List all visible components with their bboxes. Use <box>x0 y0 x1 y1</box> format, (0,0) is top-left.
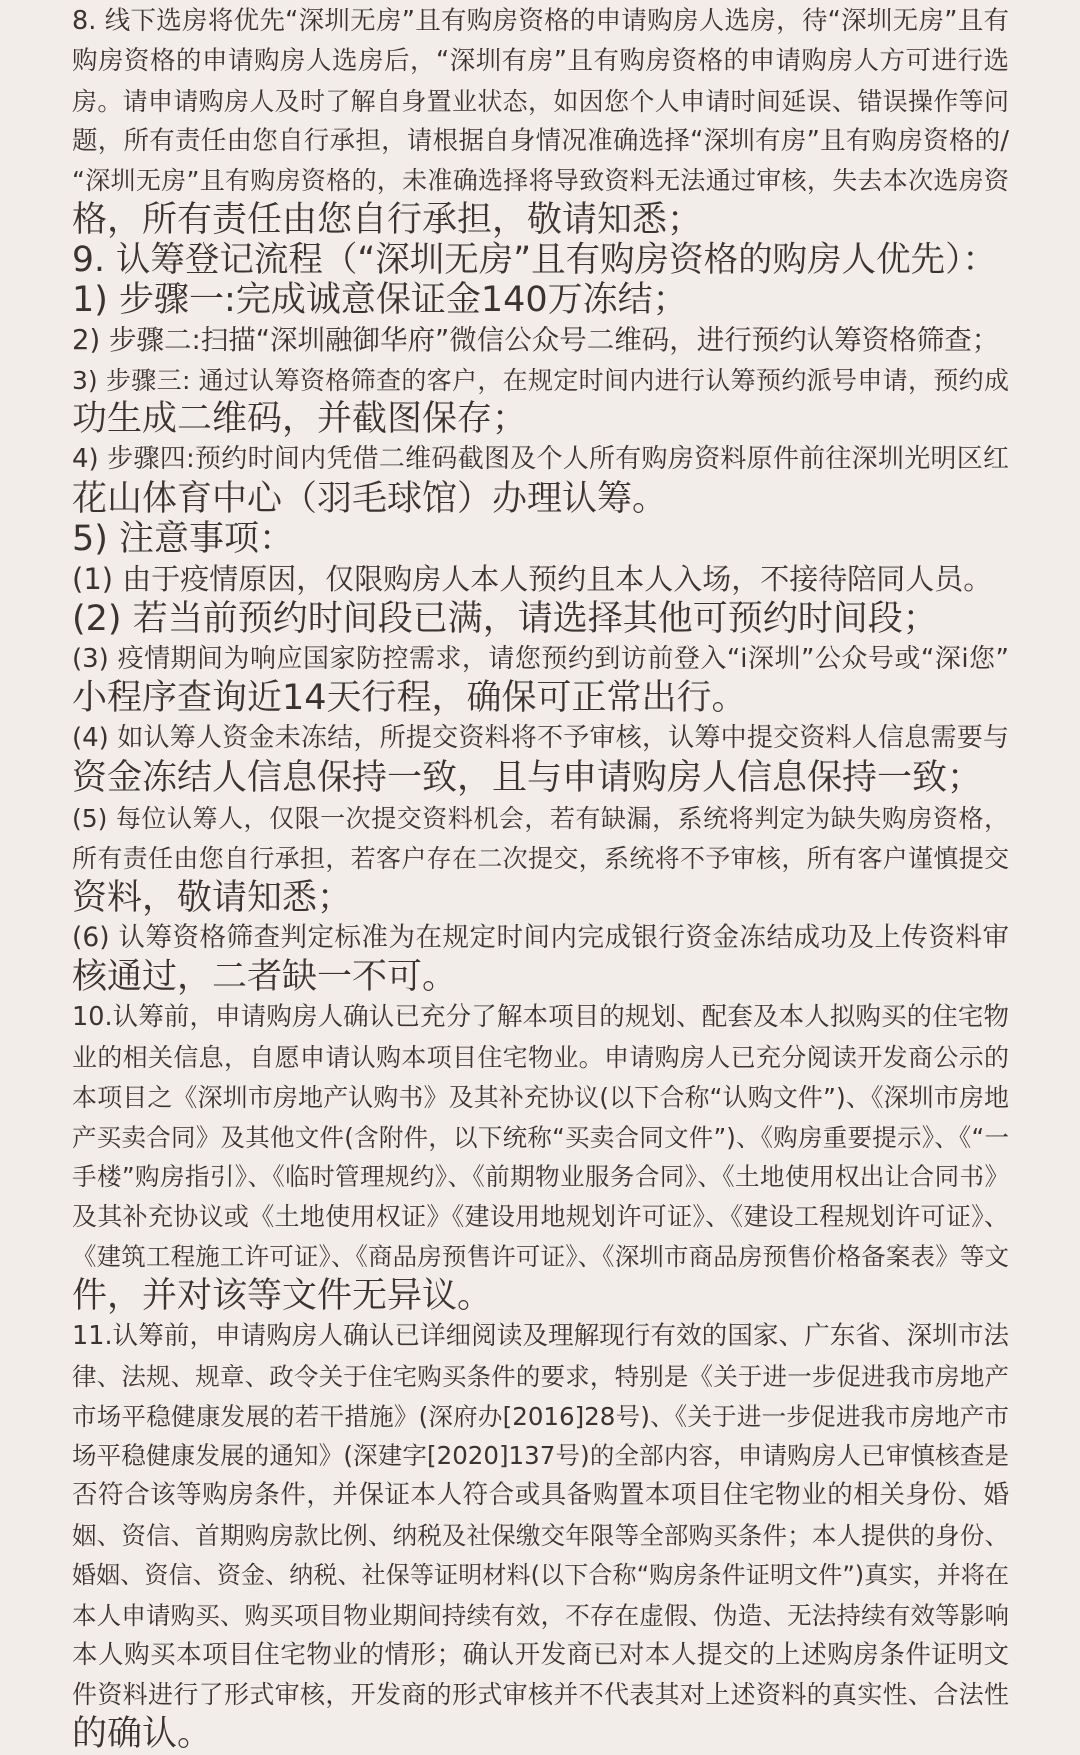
text-line: 2) 步骤二:扫描“深圳融御华府”微信公众号二维码，进行预约认筹资格筛查； <box>72 323 1000 356</box>
text-line: (2) 若当前预约时间段已满，请选择其他可预约时间段； <box>72 598 938 639</box>
text-line: 8. 线下选房将优先“深圳无房”且有购房资格的申请购房人选房，待“深圳无房”且有 <box>72 6 1009 36</box>
text-line: 花山体育中心（羽毛球馆）办理认筹。 <box>72 479 668 520</box>
text-line: 所有责任由您自行承担，若客户存在二次提交，系统将不予审核，所有客户谨慎提交 <box>72 843 1009 873</box>
text-line: 件，并对该等文件无异议。 <box>72 1276 493 1316</box>
text-line: 核通过，二者缺一不可。 <box>72 957 458 998</box>
text-line: 10.认筹前，申请购房人确认已充分了解本项目的规划、配套及本人拟购买的住宅物 <box>72 1002 1009 1033</box>
text-line: 市场平稳健康发展的若干措施》(深府办[2016]28号)、《关于进一步促进我市房地产市 <box>72 1401 1009 1431</box>
text-line: 资料，敬请知悉； <box>72 877 353 918</box>
text-line: “深圳无房”且有购房资格的，未准确选择将导致资料无法通过审核，失去本次选房资 <box>72 166 1009 196</box>
text-line: 产买卖合同》及其他文件(含附件，以下统称“买卖合同文件”)、《购房重要提示》、《“一 <box>72 1122 1009 1152</box>
text-line: 题，所有责任由您自行承担，请根据自身情况准确选择“深圳有房”且有购房资格的/ <box>72 125 1009 156</box>
text-line: 场平稳健康发展的通知》(深建字[2020]137号)的全部内容，申请购房人已审慎核查是 <box>72 1441 1009 1471</box>
text-line: (5) 每位认筹人，仅限一次提交资料机会，若有缺漏，系统将判定为缺失购房资格， <box>72 803 1009 833</box>
text-line: 手楼”购房指引》、《临时管理规约》、《前期物业服务合同》、《土地使用权出让合同书》 <box>72 1162 1009 1192</box>
text-line: 姻、资信、首期购房款比例、纳税及社保缴交年限等全部购买条件；本人提供的身份、 <box>72 1521 1009 1551</box>
text-line: 本人申请购买、购买项目物业期间持续有效，不存在虚假、伪造、无法持续有效等影响 <box>72 1600 1009 1630</box>
text-line: 《建筑工程施工许可证》、《商品房预售许可证》、《深圳市商品房预售价格备案表》等文 <box>72 1242 1009 1272</box>
text-line: (1) 由于疫情原因，仅限购房人本人预约且本人入场，不接待陪同人员。 <box>72 561 993 596</box>
text-line: 1) 步骤一:完成诚意保证金140万冻结； <box>72 279 688 320</box>
text-line: (6) 认筹资格筛查判定标准为在规定时间内完成银行资金冻结成功及上传资料审 <box>72 922 1009 954</box>
text-line: 的确认。 <box>72 1714 213 1755</box>
text-line: 本人购买本项目住宅物业的情形；确认开发商已对本人提交的上述购房条件证明文 <box>72 1639 1009 1670</box>
text-line: 律、法规、规章、政令关于住宅购买条件的要求，特别是《关于进一步促进我市房地产 <box>72 1361 1009 1391</box>
text-line: 9. 认筹登记流程（“深圳无房”且有购房资格的购房人优先）： <box>72 240 997 281</box>
text-line: 购房资格的申请购房人选房后，“深圳有房”且有购房资格的申请购房人方可进行选 <box>72 45 1009 76</box>
text-line: (4) 如认筹人资金未冻结，所提交资料将不予审核，认筹中提交资料人信息需要与 <box>72 723 1009 754</box>
text-line: 否符合该等购房条件，并保证本人符合或具备购置本项目住宅物业的相关身份、婚 <box>72 1480 1009 1511</box>
text-line: 房。请申请购房人及时了解自身置业状态，如因您个人申请时间延误、错误操作等问 <box>72 86 1009 116</box>
text-line: 4) 步骤四:预约时间内凭借二维码截图及个人所有购房资料原件前往深圳光明区红 <box>72 444 1009 475</box>
text-line: 功生成二维码，并截图保存； <box>72 399 528 440</box>
text-line: 婚姻、资信、资金、纳税、社保等证明材料(以下合称“购房条件证明文件”)真实，并将在 <box>72 1560 1009 1589</box>
text-line: 本项目之《深圳市房地产认购书》及其补充协议(以下合称“认购文件”)、《深圳市房地 <box>72 1082 1009 1112</box>
text-line: (3) 疫情期间为响应国家防控需求，请您预约到访前登入“i深圳”公众号或“深i您” <box>72 643 1009 674</box>
text-line: 及其补充协议或《土地使用权证》《建设用地规划许可证》、《建设工程规划许可证》、 <box>72 1202 1009 1232</box>
text-line: 3) 步骤三: 通过认筹资格筛查的客户，在规定时间内进行认筹预约派号申请，预约成 <box>72 365 1009 395</box>
text-line: 件资料进行了形式审核，开发商的形式审核并不代表其对上述资料的真实性、合法性 <box>72 1680 1009 1710</box>
document-body <box>72 0 1009 1755</box>
text-line: 5) 注意事项： <box>72 518 295 559</box>
text-line: 格，所有责任由您自行承担，敬请知悉； <box>72 200 703 241</box>
text-line: 资金冻结人信息保持一致，且与申请购房人信息保持一致； <box>72 758 983 799</box>
text-line: 11.认筹前，申请购房人确认已详细阅读及理解现行有效的国家、广东省、深圳市法 <box>72 1320 1009 1351</box>
text-line: 业的相关信息，自愿申请认购本项目住宅物业。申请购房人已充分阅读开发商公示的 <box>72 1042 1009 1072</box>
text-line: 小程序查询近14天行程，确保可正常出行。 <box>72 678 747 719</box>
